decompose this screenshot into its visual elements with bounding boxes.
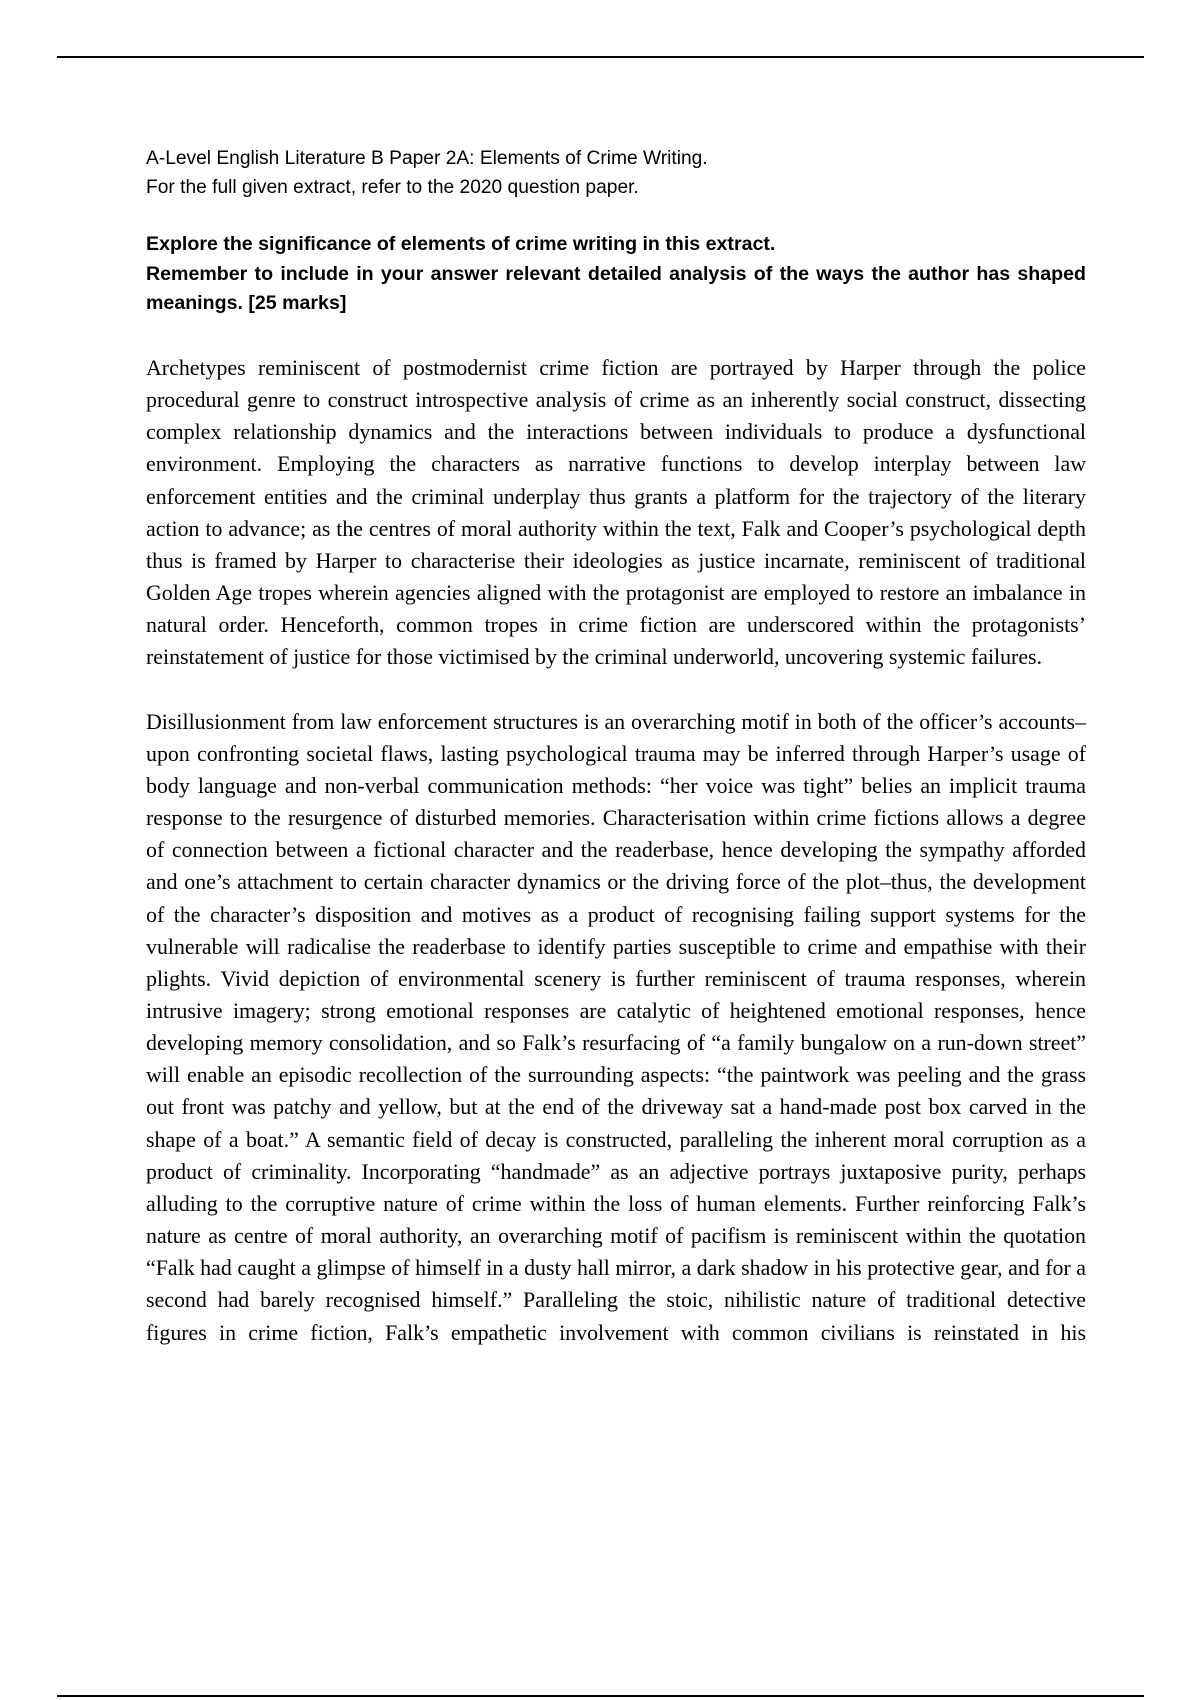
essay-body bbox=[146, 352, 1086, 1381]
top-divider bbox=[57, 56, 1144, 58]
essay-question bbox=[146, 230, 1086, 319]
header-title: A-Level English Literature B Paper 2A: Elements of Crime Writing. bbox=[146, 148, 708, 169]
question-line-1: Explore the significance of elements of crime writing in this extract. bbox=[146, 233, 776, 255]
document-header bbox=[146, 144, 1086, 202]
bottom-divider bbox=[57, 1695, 1144, 1697]
header-note: For the full given extract, refer to the 2020 question paper. bbox=[146, 177, 639, 198]
essay-paragraph-2: Disillusionment from law enforcement structures is an overarching motif in both of the officer’s accounts–upon confronting societal flaws, lasting psychological trauma may be inferred through Harper’s usage of body language and non-verbal communication methods: “her voice was tight” belies an implicit trauma response to the resurgence of disturbed memories. Characterisation within crime fictions allows a degree of connection between a fictional character and the readerbase, hence developing the sympathy afforded and one’s attachment to certain character dynamics or the driving force of the plot–thus, the development of the character’s disposition and motives as a product of recognising failing support systems for the vulnerable will radicalise the readerbase to identify parties susceptible to crime and empathise with their plights. Vivid depiction of environmental scenery is further reminiscent of trauma responses, wherein intrusive imagery; strong emotional responses are catalytic of heightened emotional responses, hence developing memory consolidation, and so Falk’s resurfacing of “a family bungalow on a run-down street” will enable an episodic recollection of the surrounding aspects: “the paintwork was peeling and the grass out front was patchy and yellow, but at the end of the driveway sat a hand-made post box carved in the shape of a boat.” A semantic field of decay is constructed, paralleling the inherent moral corruption as a product of criminality. Incorporating “handmade” as an adjective portrays juxtaposive purity, perhaps alluding to the corruptive nature of crime within the loss of human elements. Further reinforcing Falk’s nature as centre of moral authority, an overarching motif of pacifism is reminiscent within the quotation “Falk had caught a glimpse of himself in a dusty hall mirror, a dark shadow in his protective gear, and for a second had barely recognised himself.” Paralleling the stoic, nihilistic nature of traditional detective figures in crime fiction, Falk’s empathetic involvement with common civilians is reinstated in his bbox=[146, 708, 1086, 1345]
essay-paragraph-1: Archetypes reminiscent of postmodernist crime fiction are portrayed by Harper through the police procedural genre to construct introspective analysis of crime as an inherently social construct, dissecting complex relationship dynamics and the interactions between individuals to produce a dysfunctional environment. Employing the characters as narrative functions to develop interplay between law enforcement entities and the criminal underplay thus grants a platform for the trajectory of the literary action to advance; as the centres of moral authority within the text, Falk and Cooper’s psychological depth thus is framed by Harper to characterise their ideologies as justice incarnate, reminiscent of traditional Golden Age tropes wherein agencies aligned with the protagonist are employed to restore an imbalance in natural order. Henceforth, common tropes in crime fiction are underscored within the protagonists’ reinstatement of justice for those victimised by the criminal underworld, uncovering systemic failures. bbox=[146, 355, 1086, 670]
question-line-2: Remember to include in your answer relevant detailed analysis of the ways the author has shaped meanings. [25 marks] bbox=[146, 262, 1086, 314]
